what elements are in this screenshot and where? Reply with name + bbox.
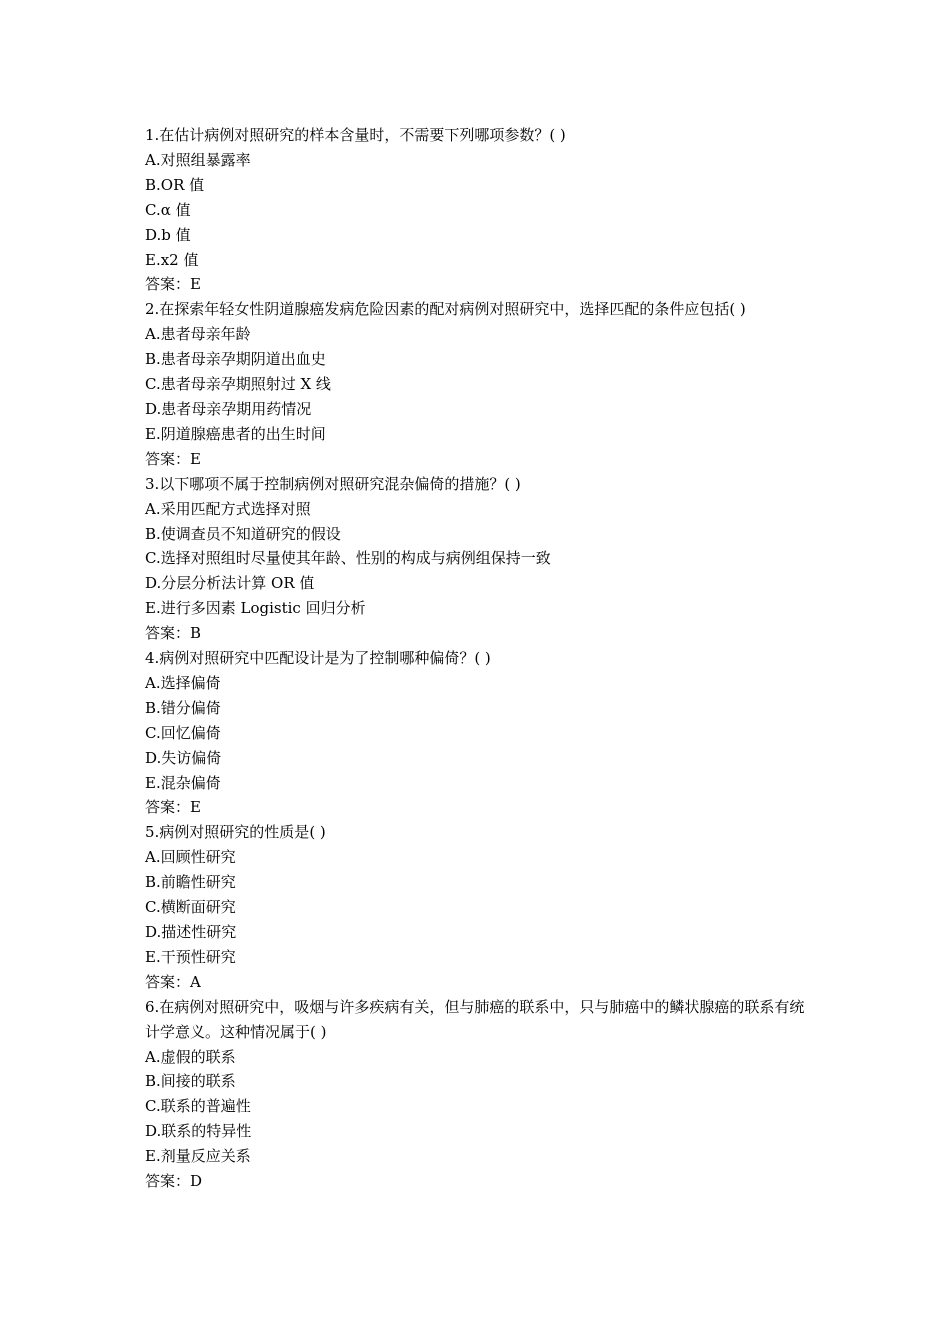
question-stem: 2.在探索年轻女性阴道腺癌发病危险因素的配对病例对照研究中，选择匹配的条件应包括( ) — [145, 300, 746, 319]
question-stem: 3.以下哪项不属于控制病例对照研究混杂偏倚的措施？( ) — [145, 474, 521, 493]
question-1 — [145, 123, 810, 297]
question-stem: 6.在病例对照研究中，吸烟与许多疾病有关，但与肺癌的联系中，只与肺癌中的鳞状腺癌的联系有统计学意义。这种情况属于( ) — [145, 997, 805, 1041]
option-d: D.失访偏倚 — [145, 748, 222, 767]
option-c: C.回忆偏倚 — [145, 723, 221, 742]
option-c: C.联系的普遍性 — [145, 1097, 251, 1116]
answer: 答案：E — [145, 798, 201, 817]
option-e: E.混杂偏倚 — [145, 773, 221, 792]
answer: 答案：D — [145, 1172, 203, 1191]
option-e: E.阴道腺癌患者的出生时间 — [145, 424, 326, 443]
option-b: B.错分偏倚 — [145, 698, 221, 717]
question-4 — [145, 646, 810, 820]
option-c: C.选择对照组时尽量使其年龄、性别的构成与病例组保持一致 — [145, 549, 551, 568]
option-d: D.描述性研究 — [145, 923, 237, 941]
option-d: D.b 值 — [145, 225, 191, 244]
option-c: C.α 值 — [145, 200, 191, 219]
option-b: B.使调查员不知道研究的假设 — [145, 524, 341, 543]
question-2 — [145, 297, 810, 471]
option-a: A.对照组暴露率 — [145, 150, 251, 169]
option-b: B.前瞻性研究 — [145, 873, 236, 892]
option-a: A.回顾性研究 — [145, 848, 236, 867]
option-e: E.剂量反应关系 — [145, 1147, 251, 1166]
option-b: B.间接的联系 — [145, 1072, 236, 1091]
option-a: A.虚假的联系 — [145, 1047, 236, 1066]
option-d: D.分层分析法计算 OR 值 — [145, 574, 315, 593]
answer: 答案：E — [145, 275, 201, 294]
question-6 — [145, 995, 810, 1194]
answer: 答案：B — [145, 624, 202, 643]
option-e: E.干预性研究 — [145, 947, 236, 966]
option-b: B.患者母亲孕期阴道出血史 — [145, 350, 326, 369]
option-c: C.患者母亲孕期照射过 X 线 — [145, 375, 331, 394]
option-d: D.患者母亲孕期用药情况 — [145, 399, 312, 418]
question-3 — [145, 472, 810, 646]
question-stem: 4.病例对照研究中匹配设计是为了控制哪种偏倚？( ) — [145, 649, 491, 668]
option-d: D.联系的特异性 — [145, 1122, 252, 1141]
question-list — [145, 123, 810, 1194]
option-a: A.患者母亲年龄 — [145, 325, 251, 344]
question-5 — [145, 820, 810, 994]
answer: 答案：E — [145, 449, 201, 468]
option-a: A.采用匹配方式选择对照 — [145, 499, 311, 518]
option-b: B.OR 值 — [145, 175, 205, 194]
option-e: E.x2 值 — [145, 250, 199, 269]
question-stem: 1.在估计病例对照研究的样本含量时，不需要下列哪项参数？( ) — [145, 126, 566, 144]
option-c: C.横断面研究 — [145, 898, 236, 917]
option-e: E.进行多因素 Logistic 回归分析 — [145, 599, 366, 618]
question-stem: 5.病例对照研究的性质是( ) — [145, 823, 326, 842]
option-a: A.选择偏倚 — [145, 673, 221, 692]
answer: 答案：A — [145, 972, 201, 991]
